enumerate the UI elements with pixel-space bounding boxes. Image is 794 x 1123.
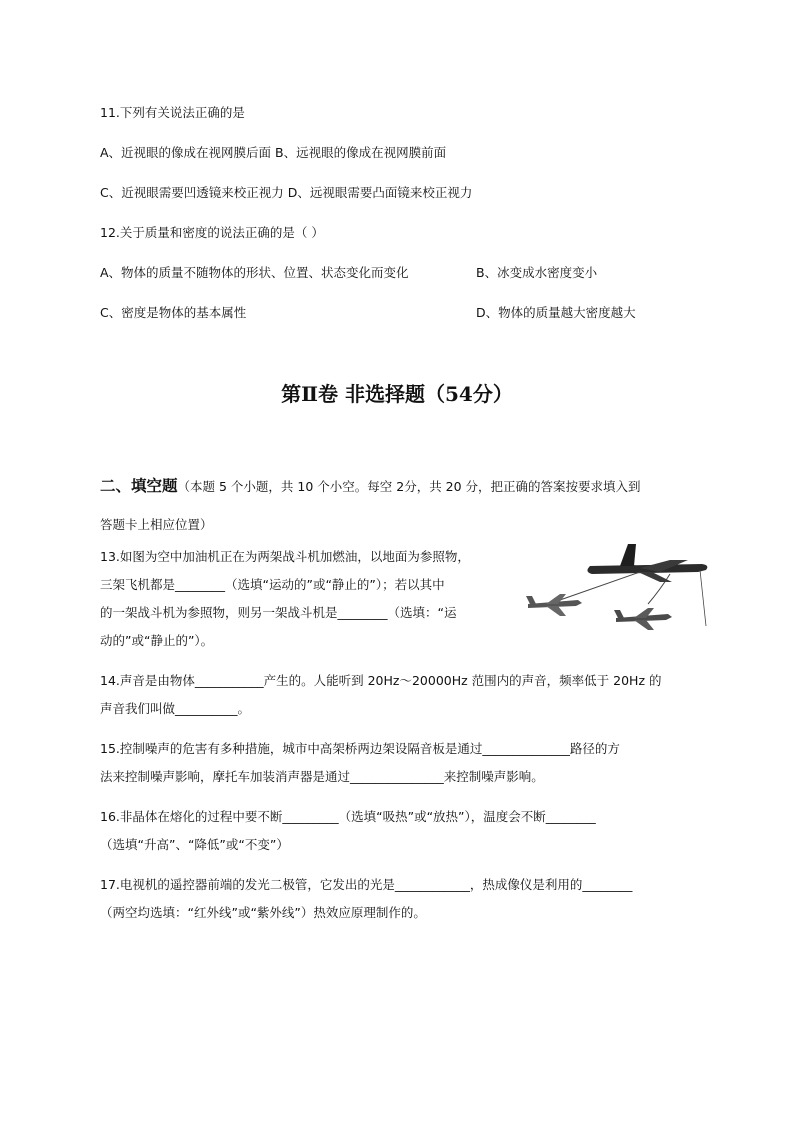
- section2-heading-line: [100, 474, 641, 496]
- q12-option-c: C、密度是物体的基本属性: [100, 305, 247, 320]
- section2-note-cont: 答题卡上相应位置）: [100, 517, 213, 532]
- q13-line1: 13.如图为空中加油机正在为两架战斗机加燃油，以地面为参照物，: [100, 549, 470, 564]
- q12-option-d: D、物体的质量越大密度越大: [476, 305, 636, 320]
- q16-line2: （选填“升高”、“降低”或“不变”）: [100, 837, 289, 852]
- q12-option-b: B、冰变成水密度变小: [476, 265, 598, 280]
- q13-line3: 的一架战斗机为参照物，则另一架战斗机是________（选填：“运: [100, 605, 457, 620]
- refueling-aircraft-icon: [520, 538, 710, 636]
- q17-line1: 17.电视机的遥控器前端的发光二极管，它发出的光是____________，热成像仪是利用的________: [100, 877, 633, 892]
- q15-line1: 15.控制噪声的危害有多种措施，城市中高架桥两边架设隔音板是通过______________路径的方: [100, 741, 620, 756]
- q16-line1: 16.非晶体在熔化的过程中要不断_________（选填“吸热”或“放热”），温度会不断________: [100, 809, 596, 824]
- q17-line2: （两空均选填：“红外线”或“紫外线”）热效应原理制作的。: [100, 905, 426, 920]
- q13-line4: 动的”或“静止的”）。: [100, 633, 214, 648]
- q14-line2: 声音我们叫做__________。: [100, 701, 251, 716]
- q14-line1: 14.声音是由物体___________产生的。人能听到 20Hz～20000Hz 范围内的声音，频率低于 20Hz 的: [100, 673, 662, 688]
- q11-options-ab: A、近视眼的像成在视网膜后面 B、远视眼的像成在视网膜前面: [100, 145, 447, 160]
- q15-line2: 法来控制噪声影响，摩托车加装消声器是通过_______________来控制噪声影响。: [100, 769, 544, 784]
- section2-heading: 二、填空题: [100, 477, 178, 495]
- section2-note: （本题 5 个小题，共 10 个小空。每空 2分，共 20 分，把正确的答案按要求填入到: [177, 479, 641, 494]
- part2-title: 第Ⅱ卷 非选择题（54分）: [281, 382, 513, 406]
- q12-stem: 12.关于质量和密度的说法正确的是（ ）: [100, 225, 324, 240]
- q11-options-cd: C、近视眼需要凹透镜来校正视力 D、远视眼需要凸面镜来校正视力: [100, 185, 473, 200]
- q13-line2: 三架飞机都是________（选填“运动的”或“静止的”）；若以其中: [100, 577, 445, 592]
- q12-option-a: A、物体的质量不随物体的形状、位置、状态变化而变化: [100, 265, 409, 280]
- q11-stem: 11.下列有关说法正确的是: [100, 105, 245, 120]
